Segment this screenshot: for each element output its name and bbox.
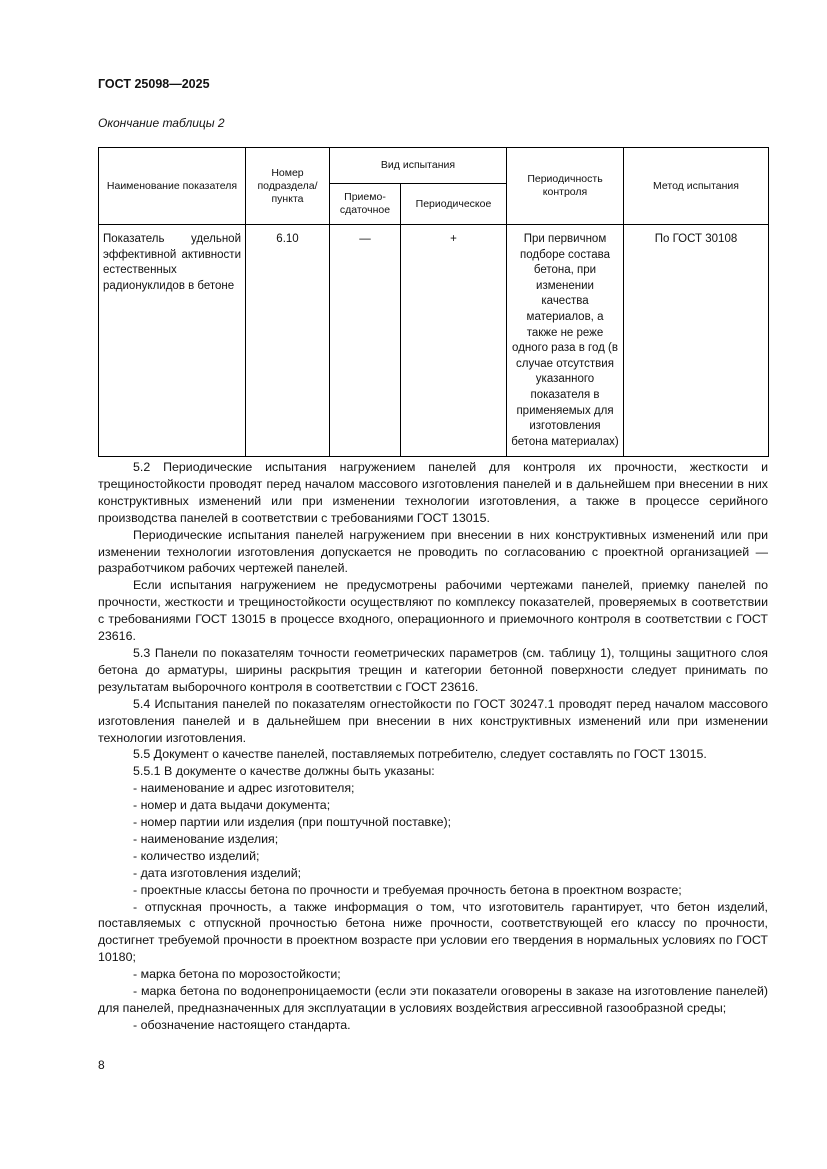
list-item: - марка бетона по водонепроницаемости (если эти показатели оговорены в заказе на изготовление панелей) для панелей, предназначенных для эксплуатации в условиях воздействия агрессивной газообразной среды; bbox=[98, 984, 768, 1015]
cell-acceptance: — bbox=[330, 225, 401, 457]
cell-number: 6.10 bbox=[246, 225, 330, 457]
paragraph-5-5-1: 5.5.1 В документе о качестве должны быть указаны: bbox=[133, 764, 435, 779]
col-header-periodic: Периодическое bbox=[401, 184, 507, 225]
list-item: - марка бетона по морозостойкости; bbox=[133, 967, 341, 982]
list-item: - наименование изделия; bbox=[133, 831, 279, 846]
col-header-number: Номер подраздела/ пункта bbox=[246, 148, 330, 225]
table-caption: Окончание таблицы 2 bbox=[98, 116, 225, 130]
cell-periodicity: При первичном подборе состава бетона, при изменении качества материалов, а также не реже одного раза в год (в случае отсутствия указанного показателя в применяемых для изготовления бетона материалах) bbox=[507, 225, 624, 457]
list-item: - номер партии или изделия (при поштучной поставке); bbox=[133, 815, 452, 830]
list-item: - наименование и адрес изготовителя; bbox=[133, 781, 355, 796]
col-header-method: Метод испытания bbox=[624, 148, 769, 225]
table-row bbox=[99, 225, 769, 457]
list-item: - количество изделий; bbox=[133, 848, 260, 863]
requirements-table bbox=[98, 147, 769, 457]
list-item: - проектные классы бетона по прочности и требуемая прочность бетона в проектном возрасте; bbox=[133, 882, 682, 897]
cell-method: По ГОСТ 30108 bbox=[624, 225, 769, 457]
cell-periodic: + bbox=[401, 225, 507, 457]
page-number: 8 bbox=[98, 1058, 105, 1072]
list-item: - номер и дата выдачи документа; bbox=[133, 798, 331, 813]
paragraph: Периодические испытания панелей нагружением при внесении в них конструктивных изменений или при изменении технологии изготовления допускается не проводить по согласованию с проектной организацией — разработчиком рабочих чертежей панелей. bbox=[98, 527, 768, 576]
paragraph-5-5: 5.5 Документ о качестве панелей, поставляемых потребителю, следует составлять по ГОСТ 13015. bbox=[133, 747, 707, 762]
paragraph-5-2: 5.2 Периодические испытания нагружением панелей для контроля их прочности, жесткости и трещиностойкости проводят перед началом массового изготовления панелей и в дальнейшем при внесении в них конструктивных изменений или при изменении технологии изготовления, а также в процессе серийного производства панелей в соответствии с требованиями ГОСТ 13015. bbox=[98, 460, 768, 525]
paragraph: Если испытания нагружением не предусмотрены рабочими чертежами панелей, приемку панелей по прочности, жесткости и трещиностойкости осуществляют по комплексу показателей, проверяемых в соответствии с требованиями ГОСТ 13015 в процессе входного, операционного и приемочного контроля в соответствии с ГОСТ 23616. bbox=[98, 578, 768, 644]
paragraph-5-4: 5.4 Испытания панелей по показателям огнестойкости по ГОСТ 30247.1 проводят перед началом массового изготовления панелей и в дальнейшем при внесении в них конструктивных изменений или при изменении технологии изготовления. bbox=[98, 696, 768, 745]
list-item: - дата изготовления изделий; bbox=[133, 865, 302, 880]
body-text bbox=[98, 459, 768, 1034]
col-header-periodicity: Периодичность контроля bbox=[507, 148, 624, 225]
cell-name: Показатель удельной эффективной активности естественных радионуклидов в бетоне bbox=[99, 225, 246, 457]
list-item: - обозначение настоящего стандарта. bbox=[133, 1017, 351, 1032]
list-item: - отпускная прочность, а также информация о том, что изготовитель гарантирует, что бетон изделий, поставляемых с отпускной прочностью бетона ниже прочности, соответствующей его классу по прочности, достигнет требуемой прочности в проектном возрасте при условии его твердения в нормальных условиях по ГОСТ 10180; bbox=[98, 899, 768, 965]
document-header: ГОСТ 25098—2025 bbox=[98, 77, 210, 91]
col-header-acceptance: Приемо-сдаточное bbox=[330, 184, 401, 225]
col-header-name: Наименование показателя bbox=[99, 148, 246, 225]
paragraph-5-3: 5.3 Панели по показателям точности геометрических параметров (см. таблицу 1), толщины защитного слоя бетона до арматуры, ширины раскрытия трещин и категории бетонной поверхности следует принимать по результатам выборочного контроля в соответствии с ГОСТ 23616. bbox=[98, 645, 768, 694]
col-header-test-type: Вид испытания bbox=[330, 148, 507, 184]
